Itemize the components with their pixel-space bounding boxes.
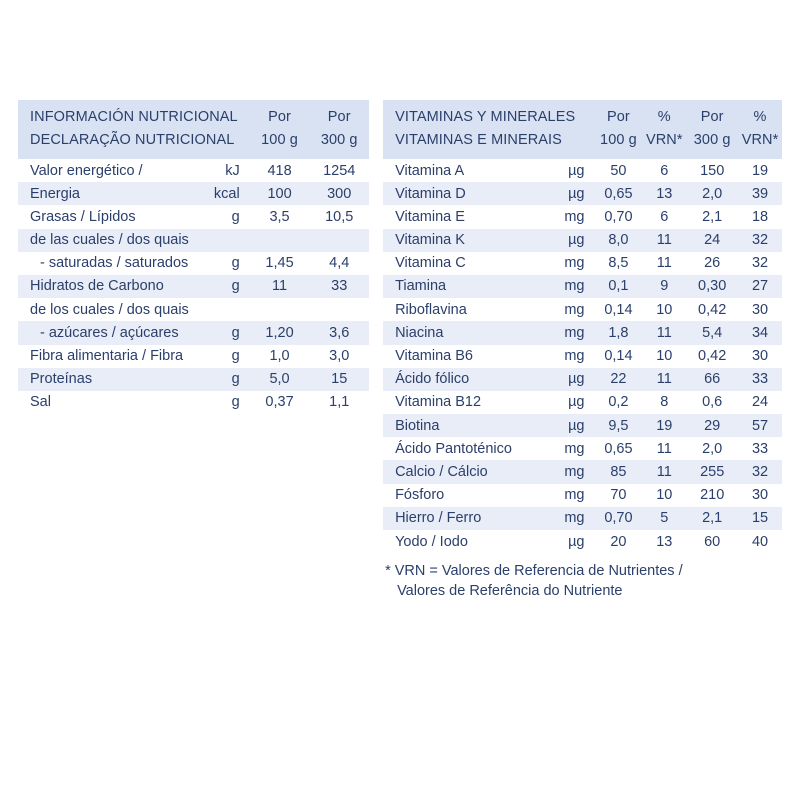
row-value-100g: 0,2: [595, 391, 643, 414]
row-label: Valor energético /: [18, 159, 201, 182]
table-row: [18, 252, 369, 275]
row-unit: µg: [547, 159, 595, 182]
nutrition-header-row-1: [18, 100, 369, 129]
row-label: Vitamina C: [383, 252, 547, 275]
row-percent-100g: 11: [642, 252, 686, 275]
row-value-100g: 1,0: [250, 345, 310, 368]
row-value-300g: 2,1: [686, 507, 738, 530]
row-unit: mg: [547, 205, 595, 228]
vitamins-title-pt: VITAMINAS E MINERAIS: [383, 129, 594, 159]
row-percent-100g: 6: [642, 205, 686, 228]
table-row: [18, 321, 369, 344]
table-row: [383, 530, 782, 553]
row-unit: µg: [547, 530, 595, 553]
vitamins-table-body: [383, 159, 782, 553]
table-row: [383, 229, 782, 252]
row-unit: [201, 229, 250, 252]
row-value-300g: 0,42: [686, 345, 738, 368]
row-percent-300g: 57: [738, 414, 782, 437]
row-value-300g: 150: [686, 159, 738, 182]
nutrition-col2-bottom: 300 g: [309, 129, 369, 159]
row-label: Vitamina K: [383, 229, 547, 252]
row-percent-300g: 18: [738, 205, 782, 228]
row-label: Tiamina: [383, 275, 547, 298]
table-row: [383, 460, 782, 483]
row-value-100g: 1,8: [595, 321, 643, 344]
row-unit: g: [201, 252, 250, 275]
row-value-300g: 26: [686, 252, 738, 275]
row-value-300g: 255: [686, 460, 738, 483]
table-row: [383, 298, 782, 321]
row-value-100g: 0,65: [595, 437, 643, 460]
row-label: Vitamina E: [383, 205, 547, 228]
vitamins-col2-top: %: [642, 100, 686, 129]
row-percent-100g: 19: [642, 414, 686, 437]
row-unit: µg: [547, 391, 595, 414]
row-value-300g: 300: [309, 182, 369, 205]
nutrition-information-panel: [18, 100, 369, 414]
row-value-300g: 66: [686, 368, 738, 391]
row-value-100g: [250, 229, 310, 252]
row-label: Calcio / Cálcio: [383, 460, 547, 483]
row-percent-300g: 24: [738, 391, 782, 414]
row-percent-300g: 33: [738, 437, 782, 460]
row-unit: µg: [547, 368, 595, 391]
table-row: [383, 205, 782, 228]
row-label: Niacina: [383, 321, 547, 344]
vitamins-col3-bottom: 300 g: [686, 129, 738, 159]
row-label: Proteínas: [18, 368, 201, 391]
row-value-300g: [309, 229, 369, 252]
row-value-300g: 15: [309, 368, 369, 391]
row-unit: mg: [547, 460, 595, 483]
row-unit: g: [201, 205, 250, 228]
row-value-300g: 2,0: [686, 182, 738, 205]
row-value-300g: 0,6: [686, 391, 738, 414]
row-unit: µg: [547, 182, 595, 205]
row-label: Vitamina B12: [383, 391, 547, 414]
row-percent-100g: 11: [642, 321, 686, 344]
row-label: Fibra alimentaria / Fibra: [18, 345, 201, 368]
row-value-300g: 1,1: [309, 391, 369, 414]
table-row: [383, 252, 782, 275]
row-value-100g: 9,5: [595, 414, 643, 437]
row-value-100g: [250, 298, 310, 321]
table-row: [383, 345, 782, 368]
row-label: - azúcares / açúcares: [18, 321, 201, 344]
vitamins-col4-bottom: VRN*: [738, 129, 782, 159]
row-value-300g: 210: [686, 484, 738, 507]
nutrition-header-row-2: [18, 129, 369, 159]
table-row: [18, 298, 369, 321]
row-label: de los cuales / dos quais: [18, 298, 201, 321]
row-value-100g: 20: [595, 530, 643, 553]
row-label: Grasas / Lípidos: [18, 205, 201, 228]
nutrition-col1-bottom: 100 g: [250, 129, 310, 159]
row-value-300g: 24: [686, 229, 738, 252]
row-value-100g: 418: [250, 159, 310, 182]
table-row: [18, 205, 369, 228]
row-value-100g: 85: [595, 460, 643, 483]
row-percent-100g: 13: [642, 182, 686, 205]
row-label: Ácido Pantoténico: [383, 437, 547, 460]
row-percent-100g: 6: [642, 159, 686, 182]
row-unit: g: [201, 321, 250, 344]
row-percent-100g: 11: [642, 368, 686, 391]
row-percent-300g: 27: [738, 275, 782, 298]
row-unit: g: [201, 368, 250, 391]
row-value-300g: 3,6: [309, 321, 369, 344]
row-label: Sal: [18, 391, 201, 414]
vitamins-col1-top: Por: [595, 100, 643, 129]
table-row: [18, 159, 369, 182]
row-value-300g: 1254: [309, 159, 369, 182]
table-row: [383, 437, 782, 460]
nutrition-col2-top: Por: [309, 100, 369, 129]
row-label: Vitamina B6: [383, 345, 547, 368]
row-percent-300g: 19: [738, 159, 782, 182]
row-value-100g: 0,14: [595, 345, 643, 368]
row-value-100g: 50: [595, 159, 643, 182]
row-percent-300g: 40: [738, 530, 782, 553]
row-unit: mg: [547, 275, 595, 298]
row-percent-300g: 39: [738, 182, 782, 205]
row-value-100g: 1,20: [250, 321, 310, 344]
row-value-100g: 0,65: [595, 182, 643, 205]
row-value-100g: 5,0: [250, 368, 310, 391]
row-percent-100g: 10: [642, 298, 686, 321]
row-unit: µg: [547, 229, 595, 252]
row-percent-100g: 11: [642, 229, 686, 252]
table-row: [383, 182, 782, 205]
row-value-100g: 70: [595, 484, 643, 507]
row-label: de las cuales / dos quais: [18, 229, 201, 252]
vitamins-col1-bottom: 100 g: [595, 129, 643, 159]
row-percent-100g: 11: [642, 437, 686, 460]
row-percent-100g: 10: [642, 484, 686, 507]
row-percent-300g: 32: [738, 252, 782, 275]
row-value-100g: 0,70: [595, 205, 643, 228]
vitamins-table: [383, 100, 782, 553]
row-percent-100g: 13: [642, 530, 686, 553]
vitamins-col3-top: Por: [686, 100, 738, 129]
vitamins-header-row-2: [383, 129, 782, 159]
row-unit: µg: [547, 414, 595, 437]
row-unit: kJ: [201, 159, 250, 182]
row-label: Vitamina D: [383, 182, 547, 205]
row-unit: mg: [547, 437, 595, 460]
row-percent-300g: 32: [738, 460, 782, 483]
row-percent-300g: 15: [738, 507, 782, 530]
vrn-footnote: [383, 562, 782, 601]
row-value-100g: 11: [250, 275, 310, 298]
table-row: [18, 182, 369, 205]
row-label: Fósforo: [383, 484, 547, 507]
row-unit: g: [201, 391, 250, 414]
row-value-100g: 0,14: [595, 298, 643, 321]
row-percent-300g: 30: [738, 345, 782, 368]
vitamins-title-es: VITAMINAS Y MINERALES: [383, 100, 594, 129]
table-row: [383, 275, 782, 298]
row-value-100g: 0,37: [250, 391, 310, 414]
vitamins-minerals-panel: [383, 100, 782, 601]
table-row: [383, 159, 782, 182]
row-percent-100g: 9: [642, 275, 686, 298]
table-row: [383, 391, 782, 414]
row-value-100g: 8,0: [595, 229, 643, 252]
row-label: Ácido fólico: [383, 368, 547, 391]
row-label: Hierro / Ferro: [383, 507, 547, 530]
row-unit: mg: [547, 484, 595, 507]
nutrition-col1-top: Por: [250, 100, 310, 129]
row-unit: [201, 298, 250, 321]
row-label: Biotina: [383, 414, 547, 437]
row-value-100g: 0,70: [595, 507, 643, 530]
table-row: [383, 321, 782, 344]
row-label: Hidratos de Carbono: [18, 275, 201, 298]
row-value-100g: 1,45: [250, 252, 310, 275]
row-label: Riboflavina: [383, 298, 547, 321]
vitamins-col4-top: %: [738, 100, 782, 129]
row-percent-100g: 5: [642, 507, 686, 530]
row-percent-100g: 8: [642, 391, 686, 414]
row-percent-100g: 11: [642, 460, 686, 483]
vitamins-table-header: [383, 100, 782, 159]
table-row: [18, 345, 369, 368]
nutrition-title-pt: DECLARAÇÃO NUTRICIONAL: [18, 129, 250, 159]
row-value-300g: 0,30: [686, 275, 738, 298]
row-value-300g: 60: [686, 530, 738, 553]
row-percent-300g: 34: [738, 321, 782, 344]
table-row: [18, 391, 369, 414]
row-unit: kcal: [201, 182, 250, 205]
row-value-300g: [309, 298, 369, 321]
row-unit: mg: [547, 321, 595, 344]
row-unit: mg: [547, 507, 595, 530]
row-value-300g: 29: [686, 414, 738, 437]
row-label: Energia: [18, 182, 201, 205]
row-unit: mg: [547, 252, 595, 275]
row-unit: mg: [547, 298, 595, 321]
row-value-100g: 3,5: [250, 205, 310, 228]
row-value-100g: 100: [250, 182, 310, 205]
table-row: [383, 368, 782, 391]
row-label: - saturadas / saturados: [18, 252, 201, 275]
row-percent-300g: 30: [738, 298, 782, 321]
table-row: [383, 484, 782, 507]
row-value-300g: 2,0: [686, 437, 738, 460]
row-value-300g: 0,42: [686, 298, 738, 321]
row-value-300g: 2,1: [686, 205, 738, 228]
row-value-100g: 22: [595, 368, 643, 391]
vrn-footnote-line-2: Valores de Referência do Nutriente: [397, 582, 623, 599]
row-value-300g: 5,4: [686, 321, 738, 344]
row-percent-300g: 33: [738, 368, 782, 391]
row-unit: mg: [547, 345, 595, 368]
table-row: [18, 275, 369, 298]
nutrition-table-header: [18, 100, 369, 159]
table-row: [18, 229, 369, 252]
row-percent-100g: 10: [642, 345, 686, 368]
row-unit: g: [201, 275, 250, 298]
row-unit: g: [201, 345, 250, 368]
vitamins-col2-bottom: VRN*: [642, 129, 686, 159]
row-label: Vitamina A: [383, 159, 547, 182]
nutrition-table-body: [18, 159, 369, 414]
row-value-300g: 10,5: [309, 205, 369, 228]
row-percent-300g: 32: [738, 229, 782, 252]
row-value-300g: 4,4: [309, 252, 369, 275]
vrn-footnote-line-1: * VRN = Valores de Referencia de Nutrientes /: [385, 563, 683, 580]
nutrition-title-es: INFORMACIÓN NUTRICIONAL: [18, 100, 250, 129]
row-value-300g: 3,0: [309, 345, 369, 368]
nutrition-table: [18, 100, 369, 414]
table-row: [383, 414, 782, 437]
vitamins-header-row-1: [383, 100, 782, 129]
row-value-300g: 33: [309, 275, 369, 298]
row-value-100g: 8,5: [595, 252, 643, 275]
row-percent-300g: 30: [738, 484, 782, 507]
table-row: [383, 507, 782, 530]
table-row: [18, 368, 369, 391]
row-label: Yodo / Iodo: [383, 530, 547, 553]
row-value-100g: 0,1: [595, 275, 643, 298]
